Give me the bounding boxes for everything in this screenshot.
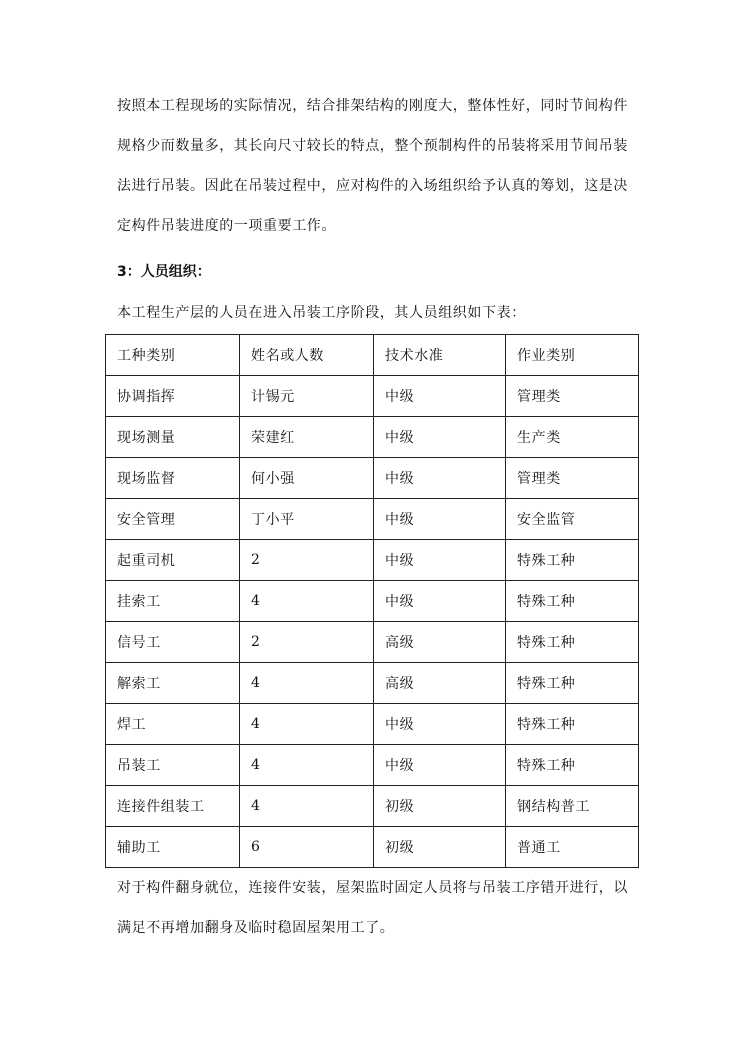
cell-work-category: 管理类 [506, 458, 639, 499]
table-intro: 本工程生产层的人员在进入吊装工序阶段，其人员组织如下表： [117, 305, 526, 321]
cell-name-or-count: 4 [240, 786, 374, 827]
paragraph-line: 对于构件翻身就位，连接件安装，屋架监时固定人员将与吊装工序错开进行，以 [117, 880, 628, 896]
table-header-row [106, 335, 639, 376]
cell-name-or-count: 4 [240, 663, 374, 704]
staff-organization-table [105, 334, 639, 868]
cell-name-or-count: 4 [240, 581, 374, 622]
cell-name-or-count: 2 [240, 540, 374, 581]
cell-work-category: 管理类 [506, 376, 639, 417]
cell-work-category: 特殊工种 [506, 663, 639, 704]
table-row [106, 581, 639, 622]
section-heading: 3：人员组织： [117, 264, 211, 280]
cell-work-category: 生产类 [506, 417, 639, 458]
cell-trade: 安全管理 [106, 499, 240, 540]
cell-trade: 辅助工 [106, 827, 240, 868]
cell-skill-level: 中级 [374, 499, 506, 540]
cell-trade: 信号工 [106, 622, 240, 663]
paragraph-line: 法进行吊装。因此在吊装过程中，应对构件的入场组织给予认真的筹划，这是决 [117, 178, 628, 194]
table-row [106, 827, 639, 868]
cell-work-category: 特殊工种 [506, 622, 639, 663]
cell-work-category: 普通工 [506, 827, 639, 868]
cell-trade: 现场测量 [106, 417, 240, 458]
cell-work-category: 特殊工种 [506, 540, 639, 581]
cell-work-category: 特殊工种 [506, 704, 639, 745]
cell-skill-level: 中级 [374, 745, 506, 786]
cell-skill-level: 中级 [374, 376, 506, 417]
table-row [106, 622, 639, 663]
table-row [106, 663, 639, 704]
cell-trade: 焊工 [106, 704, 240, 745]
cell-skill-level: 中级 [374, 417, 506, 458]
cell-trade: 连接件组装工 [106, 786, 240, 827]
table-row [106, 417, 639, 458]
cell-name-or-count: 丁小平 [240, 499, 374, 540]
cell-skill-level: 中级 [374, 540, 506, 581]
cell-name-or-count: 荣建红 [240, 417, 374, 458]
cell-skill-level: 初级 [374, 786, 506, 827]
cell-name-or-count: 6 [240, 827, 374, 868]
table-row [106, 376, 639, 417]
header-cell-skill-level: 技术水准 [374, 335, 506, 376]
cell-skill-level: 中级 [374, 581, 506, 622]
cell-skill-level: 中级 [374, 458, 506, 499]
paragraph-line: 规格少而数量多，其长向尺寸较长的特点，整个预制构件的吊装将采用节间吊装 [117, 138, 628, 154]
cell-name-or-count: 2 [240, 622, 374, 663]
cell-trade: 协调指挥 [106, 376, 240, 417]
cell-name-or-count: 4 [240, 704, 374, 745]
table-row [106, 786, 639, 827]
header-cell-work-category: 作业类别 [506, 335, 639, 376]
paragraph-lifting-method [117, 86, 637, 246]
paragraph-flip-installation [117, 868, 637, 948]
cell-work-category: 安全监管 [506, 499, 639, 540]
table-row [106, 458, 639, 499]
cell-skill-level: 初级 [374, 827, 506, 868]
table-row [106, 704, 639, 745]
table-row [106, 745, 639, 786]
table-row [106, 540, 639, 581]
header-cell-trade: 工种类别 [106, 335, 240, 376]
cell-name-or-count: 计锡元 [240, 376, 374, 417]
cell-trade: 挂索工 [106, 581, 240, 622]
cell-work-category: 特殊工种 [506, 581, 639, 622]
cell-name-or-count: 4 [240, 745, 374, 786]
cell-trade: 起重司机 [106, 540, 240, 581]
cell-trade: 解索工 [106, 663, 240, 704]
paragraph-line: 按照本工程现场的实际情况，结合排架结构的刚度大，整体性好，同时节间构件 [117, 98, 628, 114]
cell-skill-level: 高级 [374, 663, 506, 704]
cell-name-or-count: 何小强 [240, 458, 374, 499]
cell-work-category: 钢结构普工 [506, 786, 639, 827]
cell-skill-level: 中级 [374, 704, 506, 745]
cell-skill-level: 高级 [374, 622, 506, 663]
table-row [106, 499, 639, 540]
cell-trade: 吊装工 [106, 745, 240, 786]
cell-work-category: 特殊工种 [506, 745, 639, 786]
cell-trade: 现场监督 [106, 458, 240, 499]
header-cell-name-or-count: 姓名或人数 [240, 335, 374, 376]
paragraph-line: 定构件吊装进度的一项重要工作。 [117, 218, 336, 234]
paragraph-line: 满足不再增加翻身及临时稳固屋架用工了。 [117, 920, 395, 936]
